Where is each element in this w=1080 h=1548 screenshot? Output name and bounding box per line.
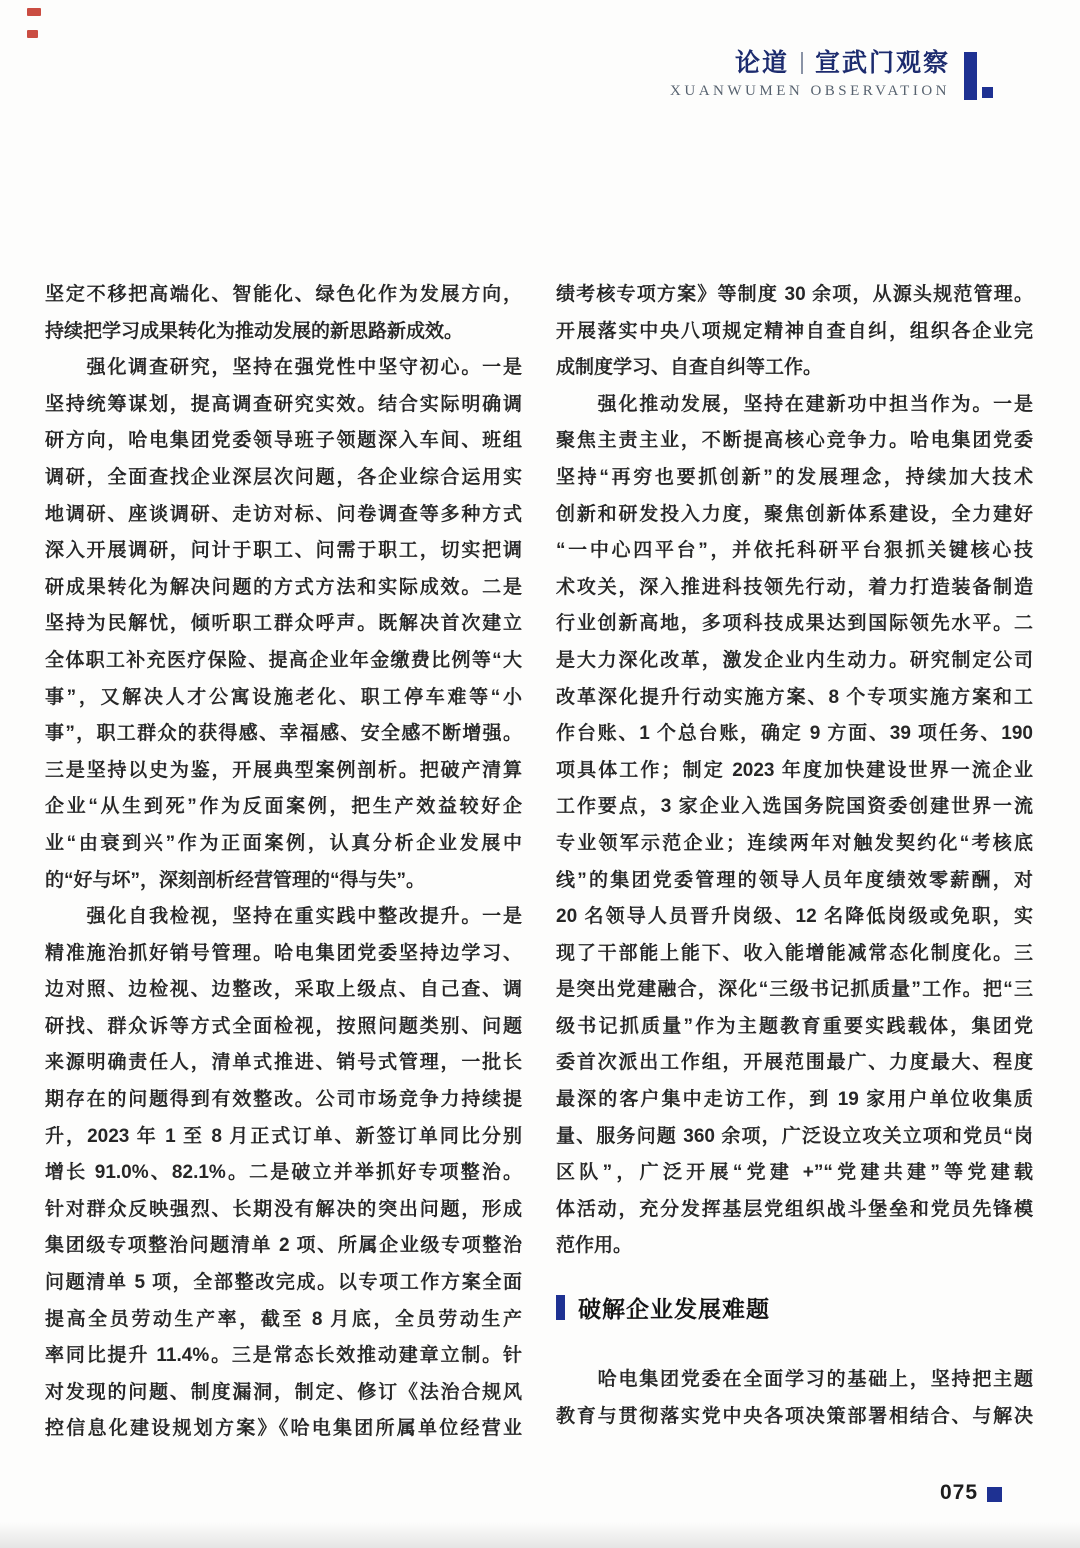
text-line: 20 名领导人员晋升岗级、12 名降低岗级或免职，实 bbox=[556, 906, 1033, 928]
text-line: 边对照、边检视、边整改，采取上级点、自己查、调 bbox=[45, 979, 522, 1001]
text-line: 针对群众反映强烈、长期没有解决的突出问题，形成 bbox=[45, 1198, 522, 1220]
text-line: 量、服务问题 360 余项，广泛设立攻关立项和党员“岗 bbox=[556, 1125, 1033, 1147]
text-line: 工作要点，3 家企业入选国务院国资委创建世界一流 bbox=[556, 796, 1033, 818]
text-line: 改革深化提升行动实施方案、8 个专项实施方案和工 bbox=[556, 686, 1033, 708]
text-line: 范作用。 bbox=[556, 1235, 633, 1257]
text-line: 是大力深化改革，激发企业内生动力。研究制定公司 bbox=[556, 649, 1033, 671]
text-line: 线”的集团党委管理的领导人员年度绩效零薪酬，对 bbox=[556, 869, 1033, 891]
text-line: 坚定不移把高端化、智能化、绿色化作为发展方向， bbox=[45, 284, 522, 305]
text-line: 开展落实中央八项规定精神自查自纠，组织各企业完 bbox=[556, 320, 1033, 342]
text-line: 全体职工补充医疗保险、提高企业年金缴费比例等“大 bbox=[45, 649, 522, 671]
text-line: 的“好与坏”，深刻剖析经营管理的“得与失”。 bbox=[45, 869, 426, 891]
text-line: 坚持统筹谋划，提高调查研究实效。结合实际明确调 bbox=[45, 393, 522, 415]
text-line: 坚持“再穷也要抓创新”的发展理念，持续加大技术 bbox=[556, 466, 1033, 488]
header-section-label: 论道 bbox=[734, 49, 789, 77]
text-line: 项具体工作；制定 2023 年度加快建设世界一流企业 bbox=[556, 759, 1033, 781]
section-paragraph bbox=[556, 1362, 1033, 1435]
brand-mark-icon bbox=[964, 52, 994, 104]
header-text-block bbox=[670, 50, 950, 100]
text-line: 地调研、座谈调研、走访对标、问卷调查等多种方式 bbox=[45, 503, 522, 525]
header-title-cn: 宣武门观察 bbox=[814, 49, 950, 77]
text-line: 问题清单 5 项，全部整改完成。以专项工作方案全面 bbox=[45, 1272, 522, 1294]
page-footer bbox=[940, 1481, 1002, 1505]
text-line: 升，2023 年 1 至 8 月正式订单、新签订单同比分别 bbox=[45, 1125, 522, 1147]
page-header bbox=[670, 50, 994, 104]
text-line: 三是坚持以史为鉴，开展典型案例剖析。把破产清算 bbox=[45, 759, 522, 781]
text-line: 区队”，广泛开展“党建 +”“党建共建”等党建载 bbox=[556, 1162, 1033, 1184]
text-line: 期存在的问题得到有效整改。公司市场竞争力持续提 bbox=[45, 1089, 522, 1111]
text-line: 术攻关，深入推进科技领先行动，着力打造装备制造 bbox=[556, 576, 1033, 598]
header-title-cn-row bbox=[735, 50, 950, 76]
right-column bbox=[556, 277, 1033, 1265]
text-line: 绩考核专项方案》等制度 30 余项，从源头规范管理。 bbox=[556, 284, 1033, 305]
text-line: 来源明确责任人，清单式推进、销号式管理，一批长 bbox=[45, 1052, 522, 1074]
text-line: 创新和研发投入力度，聚焦创新体系建设，全力建好 bbox=[556, 503, 1033, 525]
header-title-en: XUANWUMEN OBSERVATION bbox=[670, 83, 950, 99]
page-number-square-icon bbox=[987, 1487, 1002, 1502]
text-line: 事”，又解决人才公寓设施老化、职工停车难等“小 bbox=[45, 686, 522, 708]
text-line: 强化自我检视，坚持在重实践中整改提升。一是 bbox=[45, 906, 522, 928]
text-line: 最深的客户集中走访工作，到 19 家用户单位收集质 bbox=[556, 1089, 1033, 1111]
text-line: 率同比提升 11.4%。三是常态长效推动建章立制。针 bbox=[45, 1345, 522, 1367]
text-line: 专业领军示范企业；连续两年对触发契约化“考核底 bbox=[556, 832, 1033, 854]
text-line: 是突出党建融合，深化“三级书记抓质量”工作。把“三 bbox=[556, 979, 1033, 1001]
text-line: 深入开展调研，问计于职工、问需于职工，切实把调 bbox=[45, 540, 522, 562]
text-line: 调研，全面查找企业深层次问题，各企业综合运用实 bbox=[45, 466, 522, 488]
text-line: 教育与贯彻落实党中央各项决策部署相结合、与解决 bbox=[556, 1405, 1033, 1427]
text-line: 业“由衰到兴”作为正面案例，认真分析企业发展中 bbox=[45, 832, 522, 854]
section-heading bbox=[556, 1291, 770, 1324]
text-line: 提高全员劳动生产率，截至 8 月底，全员劳动生产 bbox=[45, 1308, 522, 1330]
text-line: 作台账、1 个总台账，确定 9 方面、39 项任务、190 bbox=[556, 723, 1033, 745]
text-line: 研找、群众诉等方式全面检视，按照问题类别、问题 bbox=[45, 1015, 522, 1037]
text-line: 持续把学习成果转化为推动发展的新思路新成效。 bbox=[45, 320, 464, 342]
text-line: “一中心四平台”，并依托科研平台狠抓关键核心技 bbox=[556, 540, 1033, 562]
text-line: 企业“从生到死”作为反面案例，把生产效益较好企 bbox=[45, 796, 522, 818]
text-line: 对发现的问题、制度漏洞，制定、修订《法治合规风 bbox=[45, 1381, 522, 1403]
section-heading-bar-icon bbox=[556, 1295, 565, 1320]
text-line: 控信息化建设规划方案》《哈电集团所属单位经营业 bbox=[45, 1418, 522, 1440]
page-number: 075 bbox=[940, 1481, 979, 1504]
text-line: 强化推动发展，坚持在建新功中担当作为。一是 bbox=[556, 393, 1033, 415]
scan-shadow bbox=[0, 1522, 1080, 1548]
text-line: 增长 91.0%、82.1%。二是破立并举抓好专项整治。 bbox=[45, 1162, 522, 1184]
text-line: 集团级专项整治问题清单 2 项、所属企业级专项整治 bbox=[45, 1235, 522, 1257]
text-line: 研方向，哈电集团党委领导班子领题深入车间、班组 bbox=[45, 430, 522, 452]
text-line: 事”，职工群众的获得感、幸福感、安全感不断增强。 bbox=[45, 723, 522, 745]
text-line: 聚焦主责主业，不断提高核心竞争力。哈电集团党委 bbox=[556, 430, 1033, 452]
brand-square-icon bbox=[982, 87, 993, 98]
text-line: 委首次派出工作组，开展范围最广、力度最大、程度 bbox=[556, 1052, 1033, 1074]
text-line: 体活动，充分发挥基层党组织战斗堡垒和党员先锋模 bbox=[556, 1198, 1033, 1220]
text-line: 级书记抓质量”作为主题教育重要实践载体，集团党 bbox=[556, 1015, 1033, 1037]
text-line: 研成果转化为解决问题的方式方法和实际成效。二是 bbox=[45, 576, 522, 598]
section-heading-text: 破解企业发展难题 bbox=[578, 1296, 770, 1322]
header-divider bbox=[801, 52, 803, 74]
left-column bbox=[45, 277, 522, 1448]
text-line: 行业创新高地，多项科技成果达到国际领先水平。二 bbox=[556, 613, 1033, 635]
text-line: 哈电集团党委在全面学习的基础上，坚持把主题 bbox=[556, 1369, 1033, 1390]
text-line: 现了干部能上能下、收入能增能减常态化制度化。三 bbox=[556, 942, 1033, 964]
brand-bar-icon bbox=[964, 52, 977, 100]
text-line: 成制度学习、自查自纠等工作。 bbox=[556, 357, 823, 379]
text-line: 强化调查研究，坚持在强党性中坚守初心。一是 bbox=[45, 357, 522, 379]
text-line: 坚持为民解忧，倾听职工群众呼声。既解决首次建立 bbox=[45, 613, 522, 635]
text-line: 精准施治抓好销号管理。哈电集团党委坚持边学习、 bbox=[45, 942, 522, 964]
